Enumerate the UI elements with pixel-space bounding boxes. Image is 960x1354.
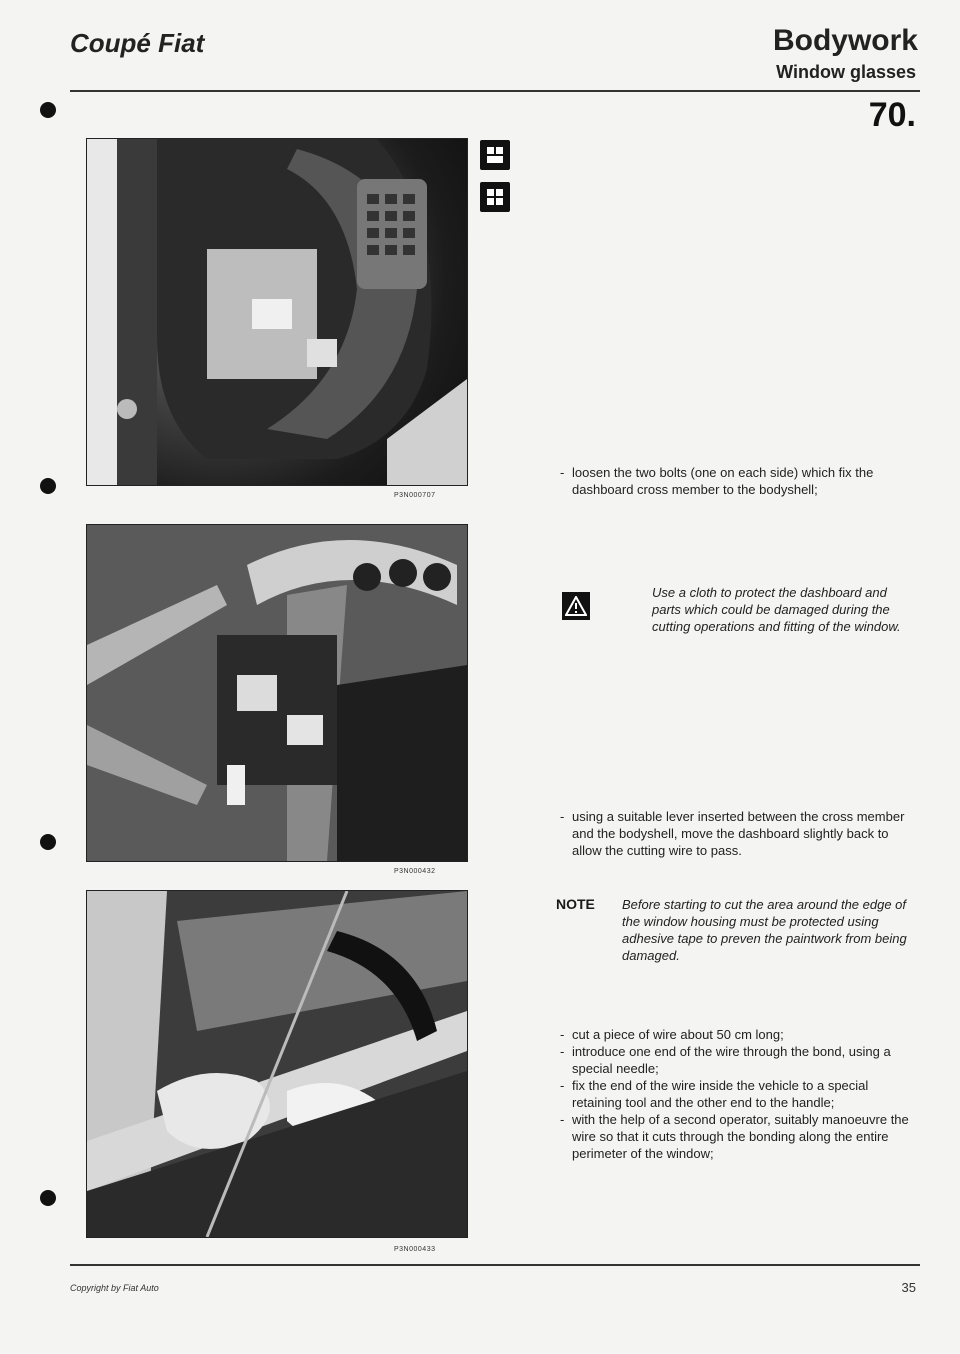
binder-hole <box>40 1190 56 1206</box>
brand-title: Coupé Fiat <box>70 28 205 58</box>
binder-hole <box>40 478 56 494</box>
warning-icon <box>562 592 590 620</box>
step-text: - using a suitable lever inserted between the cross member and the bodyshell, move the dashboard slightly back to allow the cutting wire to pass. <box>560 808 916 859</box>
copyright: Copyright by Fiat Auto <box>70 1283 159 1293</box>
photo-code: P3N000433 <box>394 1246 436 1253</box>
binder-hole <box>40 834 56 850</box>
section-number: 70. <box>868 96 916 134</box>
op-tag-icon <box>480 182 510 212</box>
step-list <box>560 464 916 498</box>
note-label: NOTE <box>556 896 595 912</box>
header-rule <box>70 90 920 92</box>
page-number: 35 <box>901 1280 916 1295</box>
list-item: - introduce one end of the wire through the bond, using a special needle; <box>560 1043 916 1077</box>
photo-code: P3N000432 <box>394 868 436 875</box>
photo-dashboard-lever <box>86 524 468 862</box>
step-list <box>560 808 916 859</box>
footer-rule <box>70 1264 920 1266</box>
photo-dashboard-bolts <box>86 138 468 486</box>
list-item: - fix the end of the wire inside the vehicle to a special retaining tool and the other end to the handle; <box>560 1077 916 1111</box>
op-tag-icon <box>480 140 510 170</box>
binder-hole <box>40 102 56 118</box>
photo-wire-cutting <box>86 890 468 1238</box>
step-text: - loosen the two bolts (one on each side) which fix the dashboard cross member to the bodyshell; <box>560 464 916 498</box>
step-list <box>560 1026 916 1162</box>
list-item: - cut a piece of wire about 50 cm long; <box>560 1026 916 1043</box>
note-text: Before starting to cut the area around the edge of the window housing must be protected using adhesive tape to preven the paintwork from being damaged. <box>622 897 907 963</box>
chapter-title: Bodywork <box>772 24 918 57</box>
list-item: - with the help of a second operator, suitably manoeuvre the wire so that it cuts through the bonding along the entire perimeter of the window; <box>560 1111 916 1162</box>
chapter-subtitle: Window glasses <box>776 62 916 82</box>
warning-text: Use a cloth to protect the dashboard and parts which could be damaged during the cutting operations and fitting of the window. <box>652 585 901 634</box>
photo-code: P3N000707 <box>394 492 436 499</box>
